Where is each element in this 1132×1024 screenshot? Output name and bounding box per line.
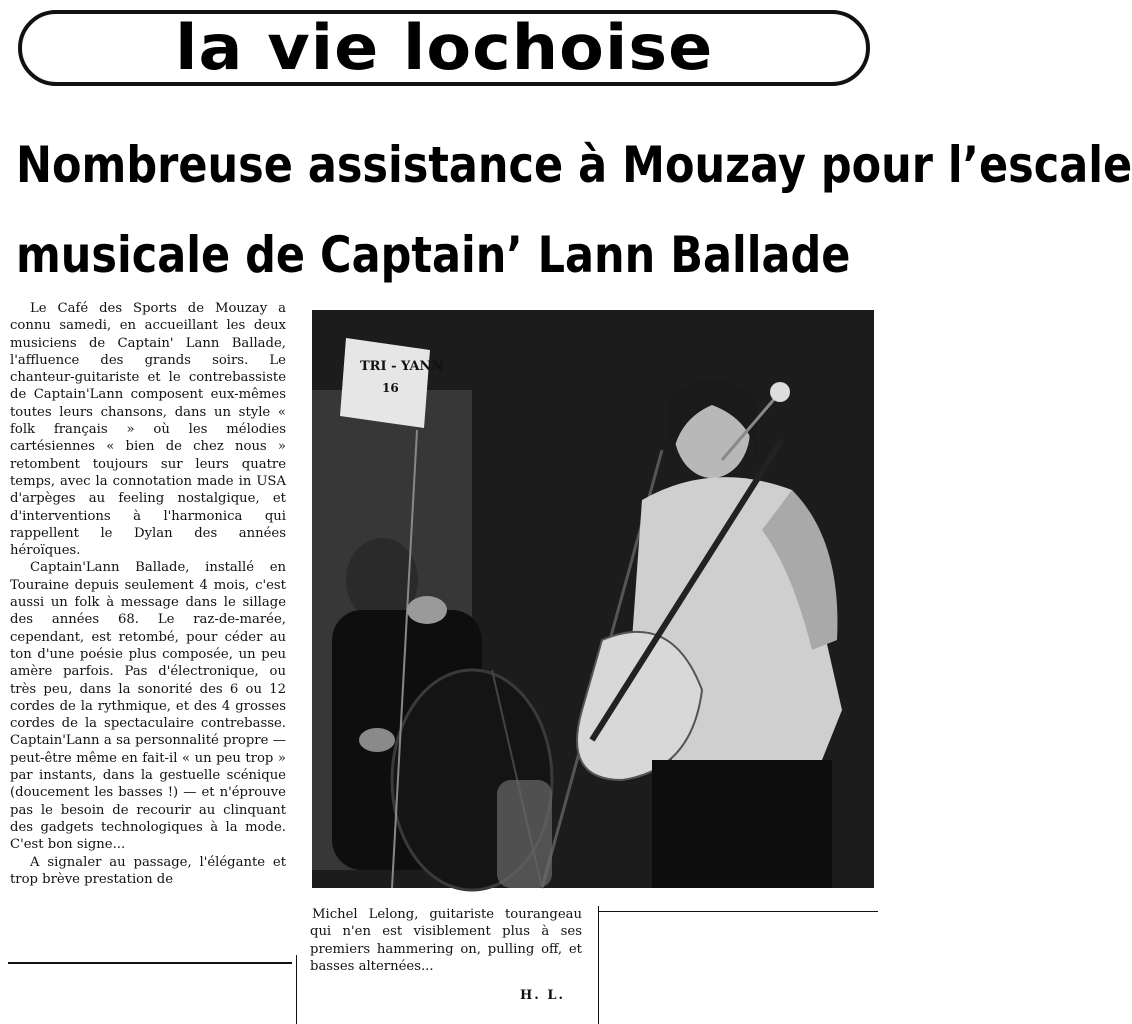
headline-line-2: musicale de Captain’ Lann Ballade xyxy=(16,226,851,284)
caption-divider xyxy=(598,906,599,1024)
headline-line-1: Nombreuse assistance à Mouzay pour l’escale xyxy=(16,136,1132,194)
article-continuation xyxy=(310,906,582,975)
article-body-column xyxy=(10,300,286,888)
concert-photo xyxy=(312,310,874,888)
continuation-text: Michel Lelong, guitariste tourangeau qui n'en est visiblement plus à ses premiers hammering on, pulling off, et basses alternées... xyxy=(310,907,582,974)
article-headline xyxy=(16,120,1132,300)
article-paragraph-3: A signaler au passage, l'élégante et trop brève prestation de xyxy=(10,854,286,887)
section-rule-left xyxy=(8,962,292,964)
section-banner xyxy=(18,10,870,86)
poster-line-1: TRI - YANN xyxy=(360,359,444,374)
poster-line-2: 16 xyxy=(382,381,399,395)
section-title: la vie lochoise xyxy=(174,11,714,84)
article-paragraph-2: Captain'Lann Ballade, installé en Touraine depuis seulement 4 mois, c'est aussi un folk à message dans le sillage des années 68. Le raz-de-marée, cependant, est retombé, pour céder au ton d'une poésie plus composée, un peu amère parfois. Pas d'électronique, ou très peu, dans la sonorité des 6 ou 12 cordes de la rythmique, et des 4 grosses cordes de la spectaculaire contrebasse. Captain'Lann a sa personnalité propre — peut-être même en fait-il « un peu trop » par instants, dans la gestuelle scénique (doucement les basses !) — et n'éprouve pas le besoin de recourir au clinquant des gadgets technologiques à la mode. C'est bon signe... xyxy=(10,560,286,853)
article-paragraph-1: Le Café des Sports de Mouzay a connu samedi, en accueillant les deux musiciens de Captain' Lann Ballade, l'affluence des grands soirs. Le chanteur-guitariste et le contrebassiste de Captain'Lann composent eux-mêmes toutes leurs chansons, dans un style « folk français » où les mélodies cartésiennes « bien de chez nous » retombent toujours sur leurs quatre temps, avec la connotation made in USA d'arpèges au feeling nostalgique, et d'interventions à l'harmonica qui rappellent le Dylan des années héroïques. xyxy=(10,301,286,559)
photo-illustration xyxy=(312,310,874,888)
author-signature: H. L. xyxy=(520,988,566,1003)
column-divider xyxy=(296,955,297,1024)
section-rule-right xyxy=(598,911,878,912)
